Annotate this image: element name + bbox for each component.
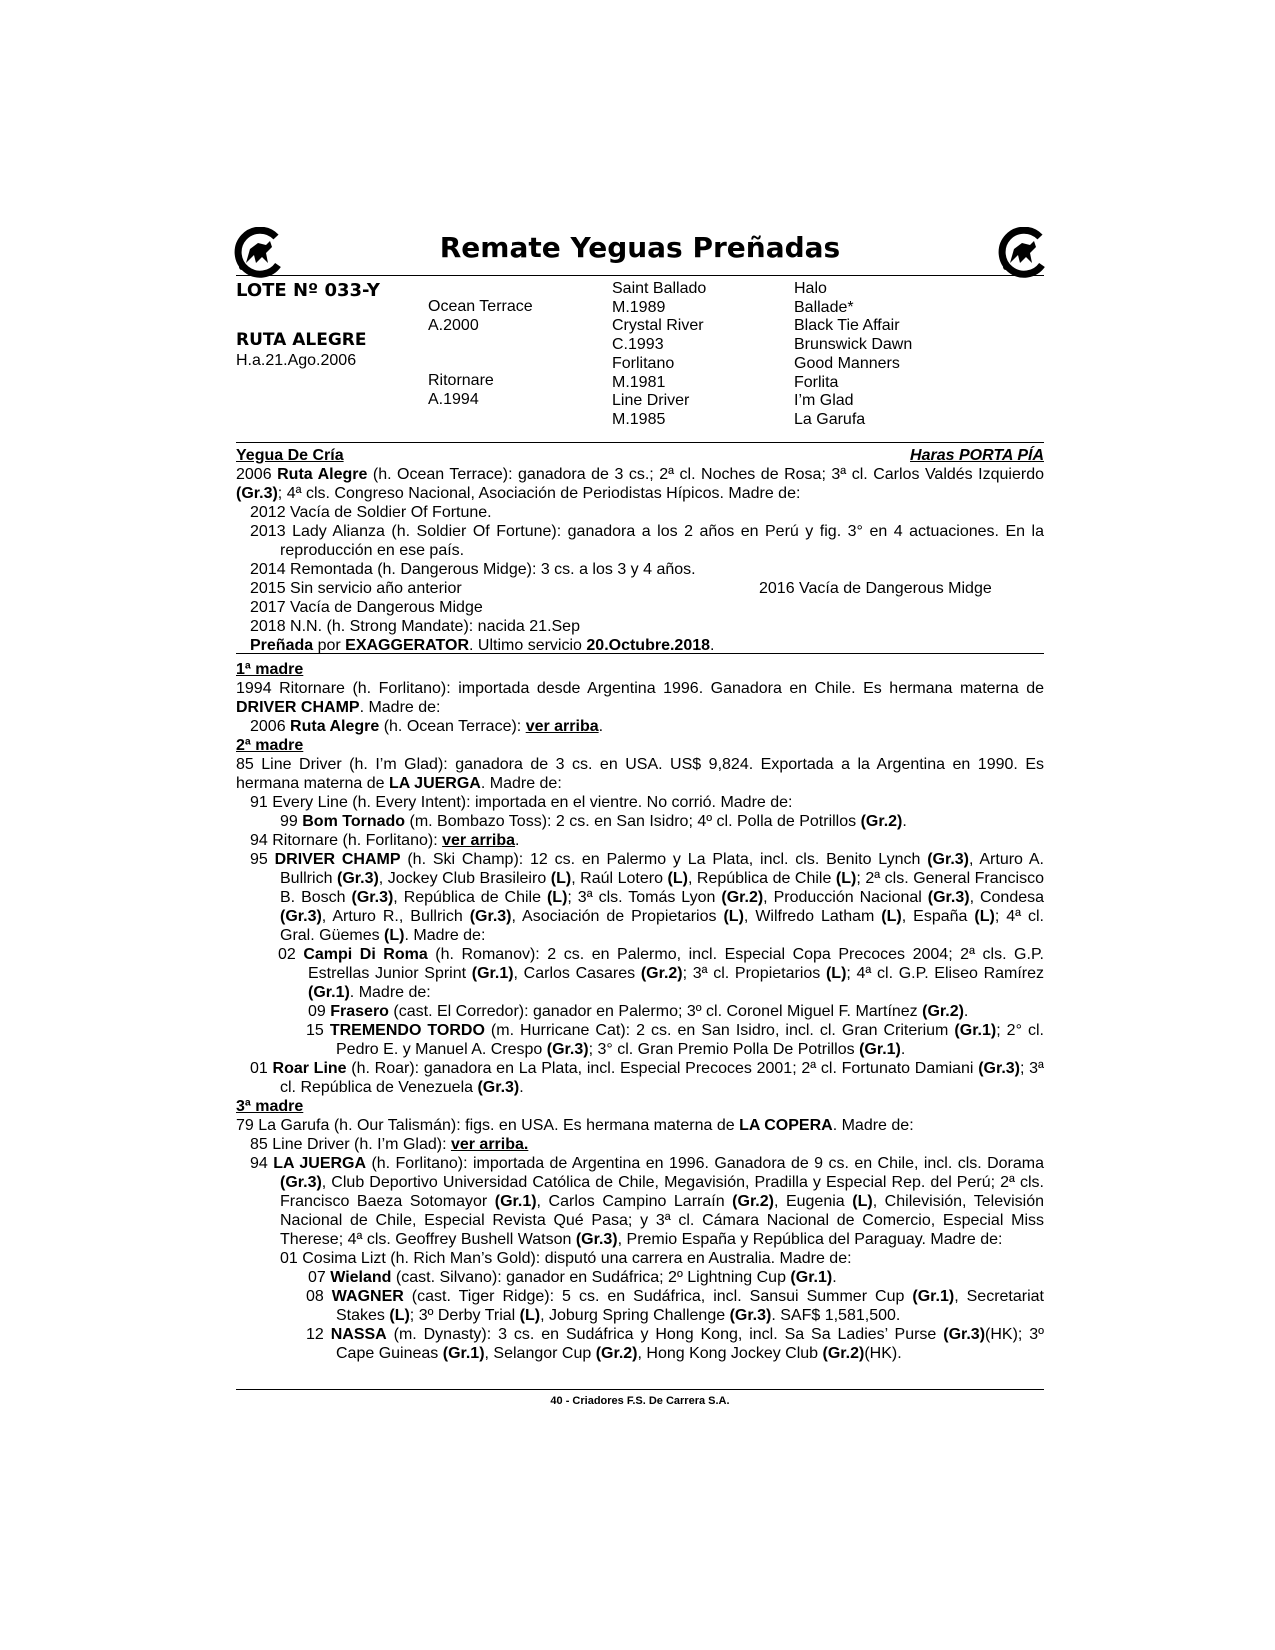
divider — [236, 1389, 1044, 1390]
g3-name: Black Tie Affair — [794, 317, 900, 334]
offspring-entry: 91 Every Line (h. Every Intent): importada en el vientre. No corrió. Madre de: — [250, 794, 793, 811]
horse-name: RUTA ALEGRE — [236, 330, 367, 350]
madre-sections — [236, 660, 1044, 1363]
page-title: Remate Yeguas Preñadas — [439, 231, 841, 264]
g2-year: M.1989 — [612, 299, 666, 316]
offspring-entry: 08 WAGNER (cast. Tiger Ridge): 5 cs. en Sudáfrica, incl. Sansui Summer Cup (Gr.1), Secretariat Stakes (L); 3º Derby Trial (L), Joburg Spring Challenge (Gr.3). SAF$ 1,581,500. — [306, 1288, 1044, 1324]
horse-info: H.a.21.Ago.2006 — [236, 352, 357, 369]
lote-number: LOTE Nº 033-Y — [236, 280, 380, 301]
offspring-entry: 09 Frasero (cast. El Corredor): ganador en Palermo; 3º cl. Coronel Miguel F. Martínez (Gr.2). — [308, 1003, 969, 1020]
offspring-entry: 2017 Vacía de Dangerous Midge — [250, 599, 483, 616]
section-heading: 2ª madre — [236, 737, 304, 754]
divider — [236, 275, 1044, 276]
offspring-entry: 2013 Lady Alianza (h. Soldier Of Fortune): ganadora a los 2 años en Perú y fig. 3° en 4 actuaciones. En la reproducción en ese país. — [250, 523, 1044, 559]
pedigree — [236, 280, 1044, 443]
dam-name: Ritornare — [428, 372, 494, 389]
g2-year: M.1981 — [612, 374, 666, 391]
g3-name: Halo — [794, 280, 827, 297]
section-heading: 3ª madre — [236, 1098, 304, 1115]
g3-name: I’m Glad — [794, 392, 854, 409]
g2-year: M.1985 — [612, 411, 666, 428]
offspring-entry: 02 Campi Di Roma (h. Romanov): 2 cs. en Palermo, incl. Especial Copa Precoces 2004; 2ª cls. G.P. Estrellas Junior Sprint (Gr.1), Carlos Casares (Gr.2); 3ª cl. Propietarios (L); 4ª cl. G.P. Eliseo Ramírez (Gr.1). Madre de: — [278, 946, 1045, 1001]
offspring-entry: 2018 N.N. (h. Strong Mandate): nacida 21.Sep — [250, 618, 580, 635]
g3-name: Good Manners — [794, 355, 900, 372]
page-footer: 40 - Criadores F.S. De Carrera S.A. — [550, 1395, 730, 1407]
section-heading: 1ª madre — [236, 661, 304, 678]
offspring-entry: 94 Ritornare (h. Forlitano): ver arriba. — [250, 832, 520, 849]
g2-year: C.1993 — [612, 336, 664, 353]
g2-name: Crystal River — [612, 317, 704, 334]
offspring-entry: 85 Line Driver (h. I’m Glad): ver arriba. — [250, 1136, 529, 1153]
g3-name: Forlita — [794, 374, 839, 391]
offspring-entry: 94 LA JUERGA (h. Forlitano): importada de Argentina en 1996. Ganadora de 9 cs. en Chile, incl. cls. Dorama (Gr.3), Club Deportivo Universidad Católica de Chile, Megavisión, Pradilla y Especial Rep. del Perú; 2ª cls. Francisco Baeza Sotomayor (Gr.1), Carlos Campino Larraín (Gr.2), Eugenia (L), Chilevisión, Televisión Nacional de Chile, Especial Revista Qué Pasa; y 3ª cl. Cámara Nacional de Comercio, Especial Miss Therese; 4ª cls. Geoffrey Bushell Watson (Gr.3), Premio España y República del Paraguay. Madre de: — [250, 1155, 1045, 1248]
offspring-entry: 99 Bom Tornado (m. Bombazo Toss): 2 cs. en San Isidro; 4º cl. Polla de Potrillos (Gr.2). — [280, 813, 907, 830]
divider — [236, 442, 1044, 443]
text-line: 85 Line Driver (h. I’m Glad): ganadora de 3 cs. en USA. US$ 9,824. Exportada a la Argentina en 1990. Es hermana materna de LA JUERGA. Madre de: — [236, 756, 1044, 792]
pregnancy-status: Preñada por EXAGGERATOR. Ultimo servicio 20.Octubre.2018. — [250, 637, 715, 654]
text-line: 2006 Ruta Alegre (h. Ocean Terrace): ganadora de 3 cs.; 2ª cl. Noches de Rosa; 3ª cl. Carlos Valdés Izquierdo (Gr.3); 4ª cls. Congreso Nacional, Asociación de Periodistas Hípicos. Madre de: — [236, 466, 1045, 502]
g3-name: La Garufa — [794, 411, 866, 428]
sire-name: Ocean Terrace — [428, 298, 533, 315]
offspring-entry: 2012 Vacía de Soldier Of Fortune. — [250, 504, 492, 521]
text-line: 79 La Garufa (h. Our Talismán): figs. en USA. Es hermana materna de LA COPERA. Madre de: — [236, 1117, 914, 1134]
sire-year: A.2000 — [428, 317, 479, 334]
g2-name: Forlitano — [612, 355, 675, 372]
offspring-entry: 2014 Remontada (h. Dangerous Midge): 3 cs. a los 3 y 4 años. — [250, 561, 696, 578]
offspring-entry: 01 Cosima Lizt (h. Rich Man’s Gold): disputó una carrera en Australia. Madre de: — [280, 1250, 852, 1267]
offspring-entry: 07 Wieland (cast. Silvano): ganador en Sudáfrica; 2º Lightning Cup (Gr.1). — [308, 1269, 837, 1286]
haras-name: Haras PORTA PÍA — [910, 447, 1044, 464]
offspring-entry: 95 DRIVER CHAMP (h. Ski Champ): 12 cs. en Palermo y La Plata, incl. cls. Benito Lynch (Gr.3), Arturo A. Bullrich (Gr.3), Jockey Club Brasileiro (L), Raúl Lotero (L), República de Chile (L); 2ª cls. General Francisco B. Bosch (Gr.3), República de Chile (L); 3ª cls. Tomás Lyon (Gr.2), Producción Nacional (Gr.3), Condesa (Gr.3), Arturo R., Bullrich (Gr.3), Asociación de Propietarios (L), Wilfredo Latham (L), España (L); 4ª cl. Gral. Güemes (L). Madre de: — [250, 851, 1045, 944]
divider — [236, 653, 1044, 654]
yegua-section — [236, 446, 1044, 655]
g3-name: Ballade* — [794, 299, 854, 316]
g2-name: Line Driver — [612, 392, 690, 409]
horse-logo-icon — [996, 227, 1048, 279]
offspring-entry: 01 Roar Line (h. Roar): ganadora en La Plata, incl. Especial Precoces 2001; 2ª cl. Fortunato Damiani (Gr.3); 3ª cl. República de Venezuela (Gr.3). — [250, 1060, 1044, 1096]
section-heading: Yegua De Cría — [236, 447, 344, 464]
header — [236, 227, 1044, 277]
offspring-entry: 12 NASSA (m. Dynasty): 3 cs. en Sudáfrica y Hong Kong, incl. Sa Sa Ladies’ Purse (Gr.3)(HK); 3º Cape Guineas (Gr.1), Selangor Cup (Gr.2), Hong Kong Jockey Club (Gr.2)(HK). — [306, 1326, 1045, 1362]
dam-year: A.1994 — [428, 391, 479, 408]
g2-name: Saint Ballado — [612, 280, 707, 297]
text-line: 1994 Ritornare (h. Forlitano): importada desde Argentina 1996. Ganadora en Chile. Es hermana materna de DRIVER CHAMP. Madre de: — [236, 680, 1044, 716]
offspring-entry: 2006 Ruta Alegre (h. Ocean Terrace): ver arriba. — [250, 718, 604, 735]
g3-name: Brunswick Dawn — [794, 336, 913, 353]
offspring-entry: 15 TREMENDO TORDO (m. Hurricane Cat): 2 cs. en San Isidro, incl. cl. Gran Criterium (Gr.1); 2° cl. Pedro E. y Manuel A. Crespo (Gr.3); 3° cl. Gran Premio Polla De Potrillos (Gr.1). — [306, 1022, 1045, 1058]
offspring-entry: 2015 Sin servicio año anterior 2016 Vacía de Dangerous Midge — [250, 580, 992, 597]
